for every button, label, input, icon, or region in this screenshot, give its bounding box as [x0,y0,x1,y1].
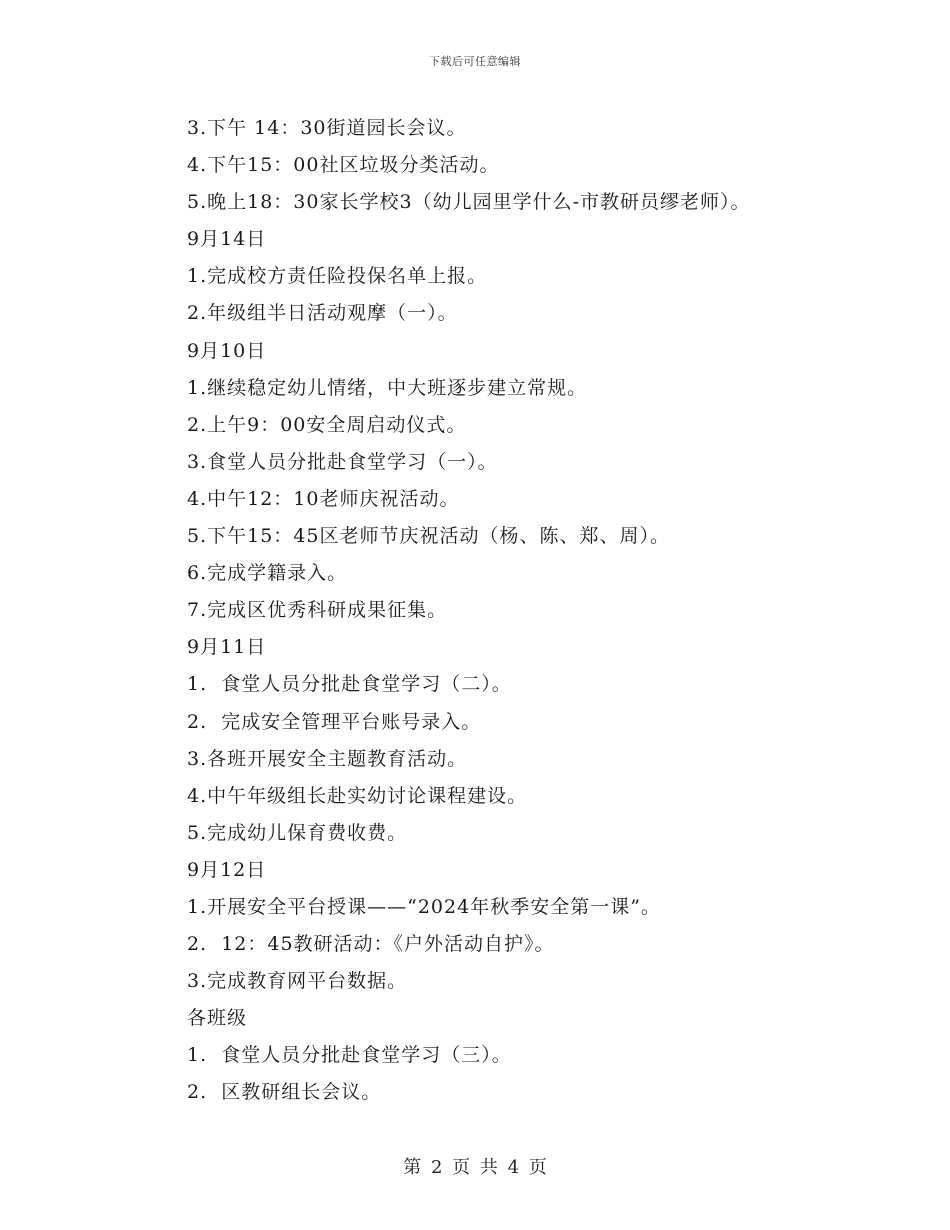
text-line: 1.继续稳定幼儿情绪，中大班逐步建立常规。 [187,376,588,399]
text-line: 5.晚上18：30家长学校3（幼儿园里学什么-市教研员缪老师）。 [187,191,751,214]
date-heading: 9月12日 [187,858,267,881]
section-heading: 各班级 [187,1007,248,1030]
text-line: 3.各班开展安全主题教育活动。 [187,747,468,770]
date-heading: 9月10日 [187,339,267,362]
text-line: 2.年级组半日活动观摩（一）。 [187,302,458,325]
text-line: 4.中午年级组长赴实幼讨论课程建设。 [187,784,528,807]
text-line: 5.下午15：45区老师节庆祝活动（杨、陈、郑、周）。 [187,525,670,548]
page-footer: 第 2 页 共 4 页 [403,1157,547,1178]
text-line: 2. 区教研组长会议。 [187,1081,382,1104]
text-line: 1.开展安全平台授课——“2024年秋季安全第一课”。 [187,895,661,918]
date-heading: 9月11日 [187,636,267,659]
text-line: 1. 食堂人员分批赴食堂学习（二）。 [187,673,512,696]
text-line: 6.完成学籍录入。 [187,562,348,585]
text-line: 3.下午 14：30街道园长会议。 [187,117,467,139]
document-body [187,110,887,1112]
text-line: 2.上午9：00安全周启动仪式。 [187,413,467,436]
text-line: 2. 12：45教研活动：《户外活动自护》。 [187,933,555,956]
date-heading: 9月14日 [187,228,267,251]
text-line: 2. 完成安全管理平台账号录入。 [187,710,482,733]
page-header: 下载后可任意编辑 [429,55,521,68]
text-line: 4.中午12：10老师庆祝活动。 [187,487,460,510]
text-line: 1. 食堂人员分批赴食堂学习（三）。 [187,1044,512,1067]
text-line: 5.完成幼儿保育费收费。 [187,821,408,844]
text-line: 3.食堂人员分批赴食堂学习（一）。 [187,450,498,473]
text-line: 4.下午15：00社区垃圾分类活动。 [187,154,500,177]
text-line: 3.完成教育网平台数据。 [187,970,408,993]
text-line: 7.完成区优秀科研成果征集。 [187,599,448,622]
text-line: 1.完成校方责任险投保名单上报。 [187,265,488,288]
